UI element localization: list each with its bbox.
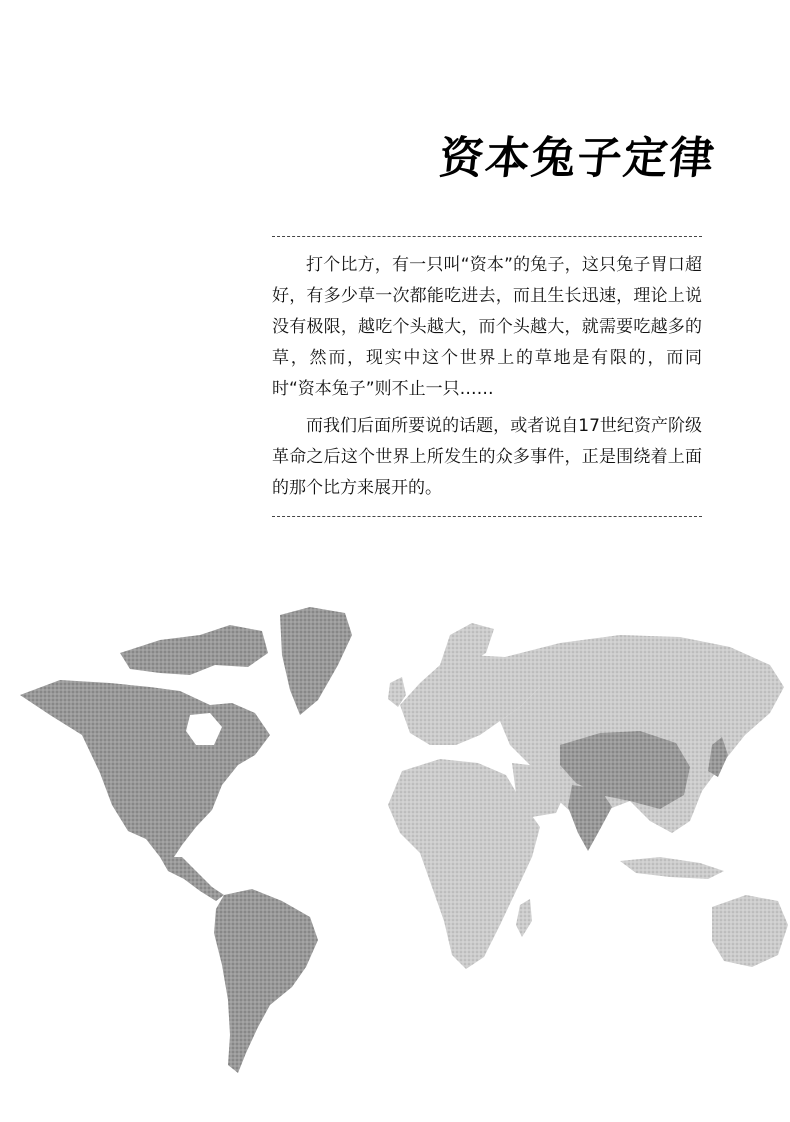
- dashed-divider-bottom: [272, 516, 702, 517]
- north-america-shape: [20, 680, 270, 863]
- world-map-illustration: [0, 595, 790, 1095]
- south-america-shape: [214, 889, 318, 1073]
- page-title: 资本兔子定律: [436, 133, 719, 184]
- body-text: [272, 250, 702, 510]
- dashed-divider-top: [272, 236, 702, 237]
- australia-shape: [712, 895, 788, 967]
- indonesia-shape: [620, 857, 724, 879]
- arctic-islands-shape: [120, 625, 268, 675]
- paragraph-2: 而我们后面所要说的话题，或者说自17世纪资产阶级革命之后这个世界上所发生的众多事件，正是围绕着上面的那个比方来展开的。: [272, 416, 702, 498]
- madagascar-shape: [516, 899, 532, 937]
- central-america-shape: [160, 857, 224, 901]
- greenland-shape: [280, 607, 352, 715]
- paragraph-1: 打个比方，有一只叫“资本”的兔子，这只兔子胃口超好，有多少草一次都能吃进去，而且生长迅速，理论上说没有极限，越吃个头越大，而个头越大，就需要吃越多的草，然而，现实中这个世界上的草地是有限的，而同时“资本兔子”则不止一只……: [272, 255, 702, 399]
